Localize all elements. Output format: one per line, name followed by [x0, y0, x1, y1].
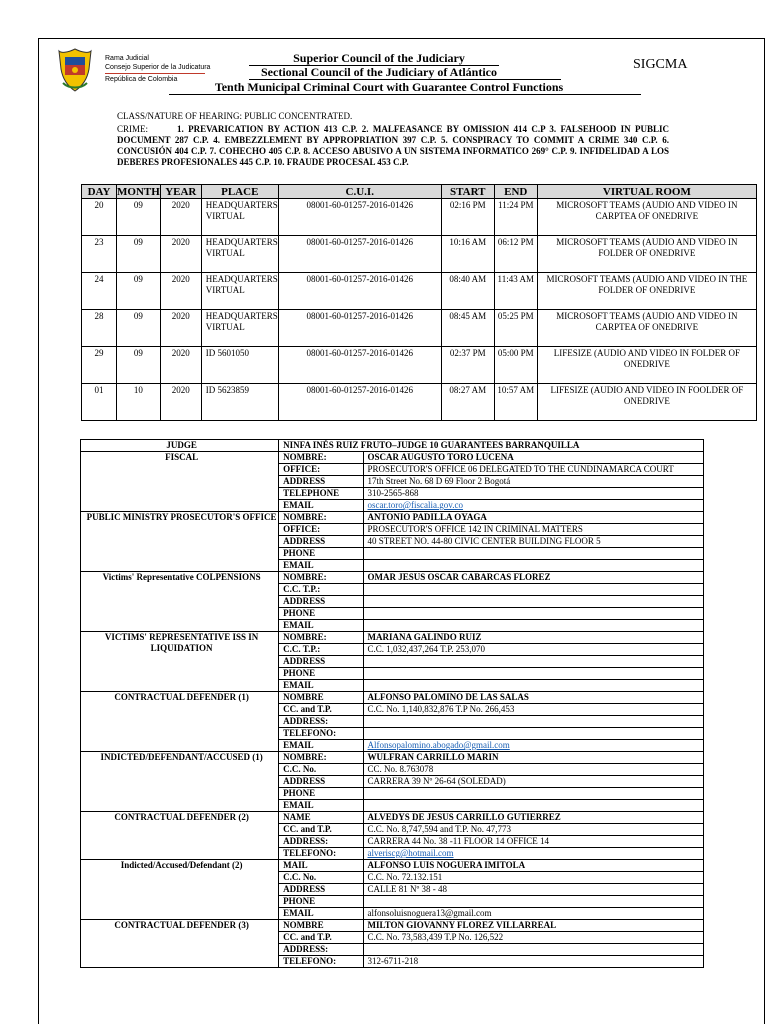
table-cell: 02:16 PM	[441, 199, 494, 236]
field-value: C.C. No. 8,747,594 and T.P. No. 47,773	[363, 824, 703, 836]
parties-table	[80, 439, 704, 968]
table-cell: 10	[117, 384, 161, 421]
field-value	[363, 896, 703, 908]
field-value: CC. No. 8.763078	[363, 764, 703, 776]
col-start: START	[441, 185, 494, 199]
field-value: ALVEDYS DE JESUS CARRILLO GUTIERREZ	[363, 812, 703, 824]
field-label: ADDRESS:	[279, 944, 363, 956]
field-value	[363, 788, 703, 800]
field-label: EMAIL	[279, 800, 363, 812]
field-value	[363, 716, 703, 728]
field-value: CARRERA 44 No. 38 -11 FLOOR 14 OFFICE 14	[363, 836, 703, 848]
email-link[interactable]: Alfonsopalomino.abogado@gmail.com	[363, 740, 703, 752]
field-value: MARIANA GALINDO RUIZ	[363, 632, 703, 644]
table-cell: 05:25 PM	[494, 310, 537, 347]
field-label: C.C. T.P.:	[279, 644, 363, 656]
table-cell: LIFESIZE (AUDIO AND VIDEO IN FOOLDER OF ONEDRIVE	[537, 384, 756, 421]
field-label: NAME	[279, 812, 363, 824]
table-cell: 01	[82, 384, 117, 421]
party-row	[81, 512, 704, 524]
field-value	[363, 656, 703, 668]
field-value: ALFONSO LUIS NOGUERA IMITOLA	[363, 860, 703, 872]
field-label: TELEFONO:	[279, 956, 363, 968]
field-label: CC. and T.P.	[279, 932, 363, 944]
table-cell: 08001-60-01257-2016-01426	[278, 347, 441, 384]
party-row	[81, 452, 704, 464]
field-value	[363, 560, 703, 572]
crime-description	[117, 124, 669, 168]
col-end: END	[494, 185, 537, 199]
field-label: PHONE	[279, 896, 363, 908]
party-row	[81, 752, 704, 764]
field-label: NOMBRE:	[279, 452, 363, 464]
field-label: NOMBRE:	[279, 512, 363, 524]
field-value	[363, 584, 703, 596]
party-role: Indicted/Accused/Defendant (2)	[81, 860, 279, 920]
field-value	[363, 596, 703, 608]
table-cell: 28	[82, 310, 117, 347]
title-court: Tenth Municipal Criminal Court with Guarantee Control Functions	[214, 80, 564, 94]
field-value: 40 STREET NO. 44-80 CIVIC CENTER BUILDING FLOOR 5	[363, 536, 703, 548]
field-value: ANTONIO PADILLA OYAGA	[363, 512, 703, 524]
field-value: alfonsoluisnoguera13@gmail.com	[363, 908, 703, 920]
field-label: C.C. No.	[279, 764, 363, 776]
table-cell: 08001-60-01257-2016-01426	[278, 236, 441, 273]
field-label: C.C. T.P.:	[279, 584, 363, 596]
field-label: ADDRESS	[279, 656, 363, 668]
col-place: PLACE	[201, 185, 278, 199]
table-cell: HEADQUARTERS VIRTUAL	[201, 199, 278, 236]
table-cell: 2020	[160, 310, 201, 347]
field-label: NOMBRE:	[279, 572, 363, 584]
party-role: VICTIMS' REPRESENTATIVE ISS IN LIQUIDATION	[81, 632, 279, 692]
field-label: NOMBRE:	[279, 752, 363, 764]
party-role: CONTRACTUAL DEFENDER (2)	[81, 812, 279, 860]
party-role: Victims' Representative COLPENSIONS	[81, 572, 279, 632]
party-role: PUBLIC MINISTRY PROSECUTOR'S OFFICE	[81, 512, 279, 572]
table-cell: 08001-60-01257-2016-01426	[278, 273, 441, 310]
table-cell: 08:40 AM	[441, 273, 494, 310]
field-value	[363, 728, 703, 740]
party-row	[81, 860, 704, 872]
table-cell: 10:57 AM	[494, 384, 537, 421]
table-cell: 23	[82, 236, 117, 273]
field-label: OFFICE:	[279, 464, 363, 476]
table-cell: HEADQUARTERS VIRTUAL	[201, 236, 278, 273]
field-value	[363, 608, 703, 620]
field-value: PROSECUTOR'S OFFICE 06 DELEGATED TO THE CUNDINAMARCA COURT	[363, 464, 703, 476]
field-value: OSCAR AUGUSTO TORO LUCENA	[363, 452, 703, 464]
table-row	[82, 273, 757, 310]
field-value: C.C. 1,032,437,264 T.P. 253,070	[363, 644, 703, 656]
field-value: 17th Street No. 68 D 69 Floor 2 Bogotá	[363, 476, 703, 488]
table-cell: 09	[117, 310, 161, 347]
field-label: C.C. No.	[279, 872, 363, 884]
field-value	[363, 944, 703, 956]
field-label: NOMBRE:	[279, 632, 363, 644]
table-cell: ID 5623859	[201, 384, 278, 421]
col-cui: C.U.I.	[278, 185, 441, 199]
field-value: OMAR JESUS OSCAR CABARCAS FLOREZ	[363, 572, 703, 584]
table-row	[82, 384, 757, 421]
table-cell: HEADQUARTERS VIRTUAL	[201, 273, 278, 310]
table-cell: 11:43 AM	[494, 273, 537, 310]
table-cell: 2020	[160, 347, 201, 384]
party-role: FISCAL	[81, 452, 279, 512]
field-label: MAIL	[279, 860, 363, 872]
field-label: CC. and T.P.	[279, 704, 363, 716]
party-row	[81, 920, 704, 932]
logo-line: Consejo Superior de la Judicatura	[105, 64, 211, 71]
field-label: ADDRESS	[279, 776, 363, 788]
field-value: C.C. No. 1,140,832,876 T.P No. 266,453	[363, 704, 703, 716]
field-label: EMAIL	[279, 500, 363, 512]
table-cell: MICROSOFT TEAMS (AUDIO AND VIDEO IN FOLDER OF ONEDRIVE	[537, 236, 756, 273]
title-sectional-council: Sectional Council of the Judiciary of Atlántico	[261, 65, 497, 79]
field-value: 310-2565-868	[363, 488, 703, 500]
field-value: C.C. No. 72.132.151	[363, 872, 703, 884]
field-label: TELEPHONE	[279, 488, 363, 500]
table-cell: 08001-60-01257-2016-01426	[278, 310, 441, 347]
field-value	[363, 620, 703, 632]
table-cell: 08:45 AM	[441, 310, 494, 347]
field-value	[363, 668, 703, 680]
table-row	[82, 236, 757, 273]
field-label: PHONE	[279, 608, 363, 620]
table-row	[82, 347, 757, 384]
coat-of-arms-icon	[57, 47, 93, 93]
table-cell: 10:16 AM	[441, 236, 494, 273]
table-cell: 20	[82, 199, 117, 236]
judge-label: JUDGE	[81, 440, 279, 452]
party-role: INDICTED/DEFENDANT/ACCUSED (1)	[81, 752, 279, 812]
table-cell: 08001-60-01257-2016-01426	[278, 384, 441, 421]
table-cell: 09	[117, 347, 161, 384]
logo-line: República de Colombia	[105, 76, 178, 83]
hearing-class: CLASS/NATURE OF HEARING: PUBLIC CONCENTRATED.	[117, 111, 353, 121]
table-cell: MICROSOFT TEAMS (AUDIO AND VIDEO IN THE FOLDER OF ONEDRIVE	[537, 273, 756, 310]
field-label: EMAIL	[279, 560, 363, 572]
field-value: C.C. No. 73,583,439 T.P No. 126,522	[363, 932, 703, 944]
hearings-table	[81, 184, 757, 421]
field-value	[363, 680, 703, 692]
field-value: CALLE 81 Nº 38 - 48	[363, 884, 703, 896]
crime-label: CRIME:	[117, 124, 149, 134]
field-value: ALFONSO PALOMINO DE LAS SALAS	[363, 692, 703, 704]
table-cell: 08:27 AM	[441, 384, 494, 421]
col-month: MONTH	[117, 185, 160, 198]
field-label: OFFICE:	[279, 524, 363, 536]
table-cell: 02:37 PM	[441, 347, 494, 384]
field-label: EMAIL	[279, 908, 363, 920]
party-role: CONTRACTUAL DEFENDER (3)	[81, 920, 279, 968]
field-label: TELEFONO:	[279, 848, 363, 860]
table-cell: ID 5601050	[201, 347, 278, 384]
table-cell: 06:12 PM	[494, 236, 537, 273]
table-cell: MICROSOFT TEAMS (AUDIO AND VIDEO IN CARPTEA OF ONEDRIVE	[537, 310, 756, 347]
table-cell: 09	[117, 199, 161, 236]
party-role: CONTRACTUAL DEFENDER (1)	[81, 692, 279, 752]
field-label: ADDRESS	[279, 476, 363, 488]
field-label: PHONE	[279, 668, 363, 680]
field-label: NOMBRE	[279, 692, 363, 704]
email-link[interactable]: oscar.toro@fiscalia.gov.co	[363, 500, 703, 512]
email-link[interactable]: alveriscg@hotmail.com	[363, 848, 703, 860]
field-label: EMAIL	[279, 740, 363, 752]
logo-line: Rama Judicial	[105, 55, 149, 62]
field-label: ADDRESS:	[279, 716, 363, 728]
table-cell: MICROSOFT TEAMS (AUDIO AND VIDEO IN CARPTEA OF ONEDRIVE	[537, 199, 756, 236]
table-cell: 2020	[160, 236, 201, 273]
table-cell: 2020	[160, 384, 201, 421]
table-cell: HEADQUARTERS VIRTUAL	[201, 310, 278, 347]
field-label: TELEFONO:	[279, 728, 363, 740]
field-label: EMAIL	[279, 680, 363, 692]
table-cell: LIFESIZE (AUDIO AND VIDEO IN FOLDER OF ONEDRIVE	[537, 347, 756, 384]
field-label: CC. and T.P.	[279, 824, 363, 836]
table-cell: 08001-60-01257-2016-01426	[278, 199, 441, 236]
field-label: PHONE	[279, 548, 363, 560]
document-code: SIGCMA	[633, 57, 688, 72]
title-superior-council: Superior Council of the Judiciary	[293, 51, 465, 65]
table-cell: 2020	[160, 199, 201, 236]
field-value: WULFRAN CARRILLO MARIN	[363, 752, 703, 764]
crime-text: 1. PREVARICATION BY ACTION 413 C.P. 2. MALFEASANCE BY OMISSION 414 C.P 3. FALSEHOOD IN PUBLIC DOCUMENT 287 C.P. 4. EMBEZZLEMENT BY APPROPRIATION 397 C.P. 5. CONSPIRACY TO COMMIT A CRIME 340 C.P. 6. CONCUSIÓN 404 C.P. 7. COHECHO 405 C.P. 8. ACCESO ABUSIVO A UN SISTEMA INFORMATICO 269° C.P. 9. INFIDELIDAD A LOS DEBERES PROFESIONALES 445 C.P. 10. FRAUDE PROCESAL 453 C.P.	[117, 124, 669, 167]
field-value: 312-6711-218	[363, 956, 703, 968]
party-row	[81, 692, 704, 704]
field-label: ADDRESS	[279, 596, 363, 608]
party-row	[81, 632, 704, 644]
col-virtual-room: VIRTUAL ROOM	[537, 185, 756, 199]
judge-value: NINFA INÉS RUIZ FRUTO–JUDGE 10 GUARANTEES BARRANQUILLA	[279, 440, 704, 452]
field-value	[363, 800, 703, 812]
table-row	[82, 199, 757, 236]
table-cell: 24	[82, 273, 117, 310]
document-page	[38, 38, 765, 1024]
table-cell: 11:24 PM	[494, 199, 537, 236]
col-day: DAY	[82, 185, 117, 199]
field-value: CARRERA 39 Nº 26-64 (SOLEDAD)	[363, 776, 703, 788]
field-value: MILTON GIOVANNY FLOREZ VILLARREAL	[363, 920, 703, 932]
field-label: ADDRESS	[279, 536, 363, 548]
table-cell: 09	[117, 273, 161, 310]
party-row	[81, 572, 704, 584]
field-label: PHONE	[279, 788, 363, 800]
field-value: PROSECUTOR'S OFFICE 142 IN CRIMINAL MATTERS	[363, 524, 703, 536]
field-label: ADDRESS	[279, 884, 363, 896]
field-label: NOMBRE	[279, 920, 363, 932]
field-label: ADDRESS:	[279, 836, 363, 848]
party-row	[81, 812, 704, 824]
table-cell: 09	[117, 236, 161, 273]
col-year: YEAR	[160, 185, 201, 199]
field-value	[363, 548, 703, 560]
table-cell: 05:00 PM	[494, 347, 537, 384]
table-cell: 29	[82, 347, 117, 384]
table-cell: 2020	[160, 273, 201, 310]
field-label: EMAIL	[279, 620, 363, 632]
table-row	[82, 310, 757, 347]
